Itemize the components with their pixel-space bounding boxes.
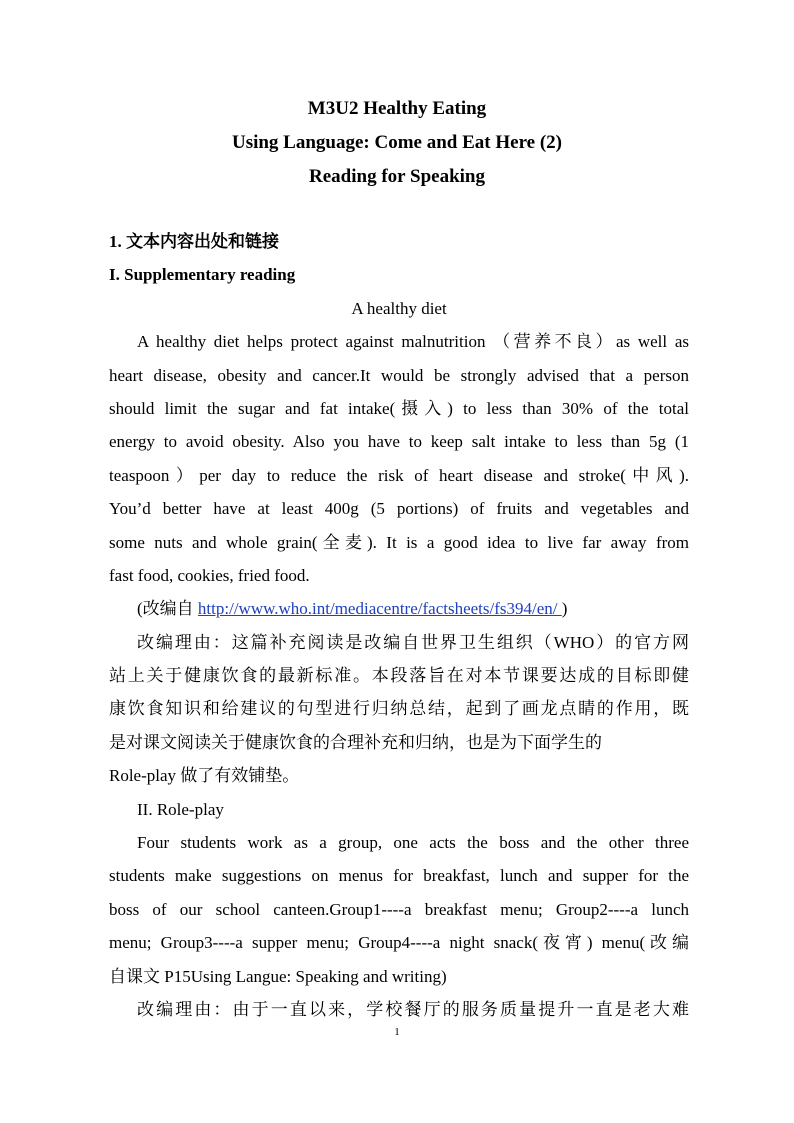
roleplay-paragraph <box>109 826 689 993</box>
roleplay-line: boss of our school canteen.Group1----a breakfast menu; Group2----a lunch <box>109 899 689 919</box>
reading-title: A healthy diet <box>351 298 447 318</box>
source-citation <box>109 592 689 625</box>
document-body <box>109 225 689 1026</box>
source-link[interactable]: http://www.who.int/mediacentre/factsheets/fs394/en/ <box>197 599 562 619</box>
rationale-paragraph-2: 改编理由：由于一直以来，学校餐厅的服务质量提升一直是老大难 <box>137 999 689 1019</box>
reading-line: heart disease, obesity and cancer.It would be strongly advised that a person <box>109 365 689 385</box>
rationale-line: 改编理由：这篇补充阅读是改编自世界卫生组织（WHO）的官方网 <box>137 632 689 652</box>
page-number: 1 <box>394 1026 400 1038</box>
reading-line: fast food, cookies, fried food. <box>109 565 310 585</box>
source-suffix: ) <box>561 599 568 619</box>
title-line-2: Using Language: Come and Eat Here (2) <box>231 132 563 153</box>
roleplay-line: Four students work as a group, one acts the boss and the other three <box>137 833 689 853</box>
reading-line: some nuts and whole grain(全麦). It is a good idea to live far away from <box>109 532 689 552</box>
roleplay-line: students make suggestions on menus for breakfast, lunch and supper for the <box>109 866 689 886</box>
part-2-heading: II. Role-play <box>137 799 224 819</box>
roleplay-line: 自课文 P15Using Langue: Speaking and writing) <box>109 966 447 986</box>
rationale-line: 康饮食知识和给建议的句型进行归纳总结，起到了画龙点睛的作用，既 <box>109 699 689 719</box>
reading-line: teaspoon）per day to reduce the risk of heart disease and stroke(中风). <box>109 465 689 485</box>
roleplay-line: menu; Group3----a supper menu; Group4----a night snack(夜宵) menu(改编 <box>109 933 689 953</box>
rationale-line: 是对课文阅读关于健康饮食的合理补充和归纳，也是为下面学生的 <box>109 732 602 752</box>
title-line-3: Reading for Speaking <box>309 166 485 187</box>
rationale-line: 站上关于健康饮食的最新标准。本段落旨在对本节课要达成的目标即健 <box>109 666 689 686</box>
rationale-paragraph-1 <box>109 626 689 793</box>
title-line-1: M3U2 Healthy Eating <box>307 98 487 119</box>
reading-line: You’d better have at least 400g (5 portions) of fruits and vegetables and <box>109 499 689 519</box>
reading-paragraph <box>109 325 689 592</box>
part-1-heading: I. Supplementary reading <box>109 265 296 285</box>
section-1-heading: 1. 文本内容出处和链接 <box>109 232 279 251</box>
reading-line: A healthy diet helps protect against malnutrition （营养不良）as well as <box>137 332 689 352</box>
reading-line: energy to avoid obesity. Also you have to keep salt intake to less than 5g (1 <box>109 432 689 452</box>
reading-line: should limit the sugar and fat intake(摄入) to less than 30% of the total <box>109 398 689 418</box>
rationale-line: Role-play 做了有效铺垫。 <box>109 766 300 786</box>
source-prefix: (改编自 <box>137 599 198 619</box>
document-title <box>0 92 794 194</box>
